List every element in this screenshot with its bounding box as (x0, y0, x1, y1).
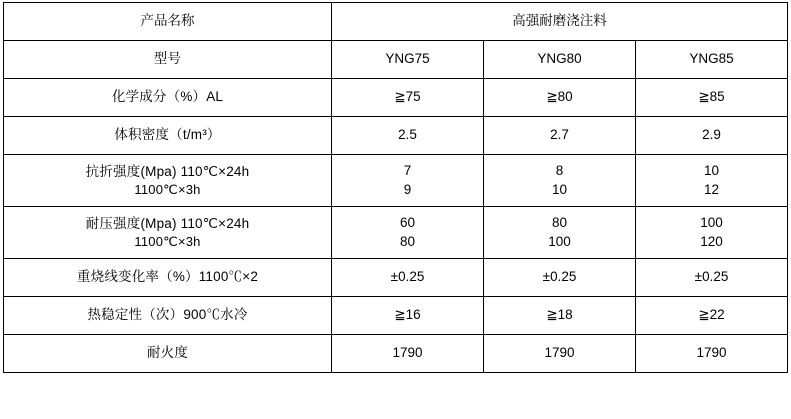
row-label-sub: 1100℃×3h (134, 181, 201, 197)
row-label (4, 155, 332, 207)
model-value-3: YNG85 (636, 41, 788, 79)
row-value: ≧22 (636, 297, 788, 335)
row-value (484, 155, 636, 207)
row-label: 重烧线变化率（%）1100℃×2 (4, 259, 332, 297)
model-value-1: YNG75 (332, 41, 484, 79)
row-value: 2.7 (484, 117, 636, 155)
row-value-main: 10 (703, 163, 720, 179)
row-value (636, 207, 788, 259)
row-value-sub: 9 (403, 181, 412, 197)
row-label-main: 耐压强度(Mpa) 110℃×24h (85, 215, 250, 231)
table-row (4, 259, 788, 297)
row-value: 1790 (636, 335, 788, 373)
row-label-main: 抗折强度(Mpa) 110℃×24h (85, 163, 250, 179)
row-value-sub: 10 (551, 181, 568, 197)
row-value-sub: 80 (399, 233, 416, 249)
row-value-main: 80 (551, 215, 568, 231)
table-row (4, 207, 788, 259)
row-value-sub: 12 (703, 181, 720, 197)
row-value-main: 7 (403, 163, 412, 179)
row-label-sub: 1100℃×3h (134, 233, 201, 249)
row-value-main: 100 (700, 215, 723, 231)
row-label (4, 207, 332, 259)
table-row (4, 79, 788, 117)
row-label-model: 型号 (4, 41, 332, 79)
row-value: ±0.25 (332, 259, 484, 297)
row-value-sub: 100 (548, 233, 571, 249)
row-value-main: 60 (399, 215, 416, 231)
table-row (4, 155, 788, 207)
table-row (4, 335, 788, 373)
row-value (332, 207, 484, 259)
row-value: 2.5 (332, 117, 484, 155)
row-label: 热稳定性（次）900℃水冷 (4, 297, 332, 335)
row-value: ±0.25 (484, 259, 636, 297)
row-value-sub: 120 (700, 233, 723, 249)
model-value-2: YNG80 (484, 41, 636, 79)
table-row (4, 297, 788, 335)
row-label: 化学成分（%）AL (4, 79, 332, 117)
row-label: 体积密度（t/m³） (4, 117, 332, 155)
row-value (332, 155, 484, 207)
row-value-main: 8 (555, 163, 564, 179)
row-value: ≧75 (332, 79, 484, 117)
row-label: 耐火度 (4, 335, 332, 373)
header-label-product-name: 产品名称 (4, 3, 332, 41)
table-row-model (4, 41, 788, 79)
row-value (484, 207, 636, 259)
spec-sheet (0, 2, 791, 419)
row-value: 1790 (332, 335, 484, 373)
row-value: ≧16 (332, 297, 484, 335)
row-value: ≧85 (636, 79, 788, 117)
header-product-title: 高强耐磨浇注料 (332, 3, 788, 41)
row-value: 1790 (484, 335, 636, 373)
row-value: ≧18 (484, 297, 636, 335)
row-value (636, 155, 788, 207)
table-row-header (4, 3, 788, 41)
product-spec-table (3, 2, 788, 373)
row-value: 2.9 (636, 117, 788, 155)
table-row (4, 117, 788, 155)
row-value: ±0.25 (636, 259, 788, 297)
row-value: ≧80 (484, 79, 636, 117)
